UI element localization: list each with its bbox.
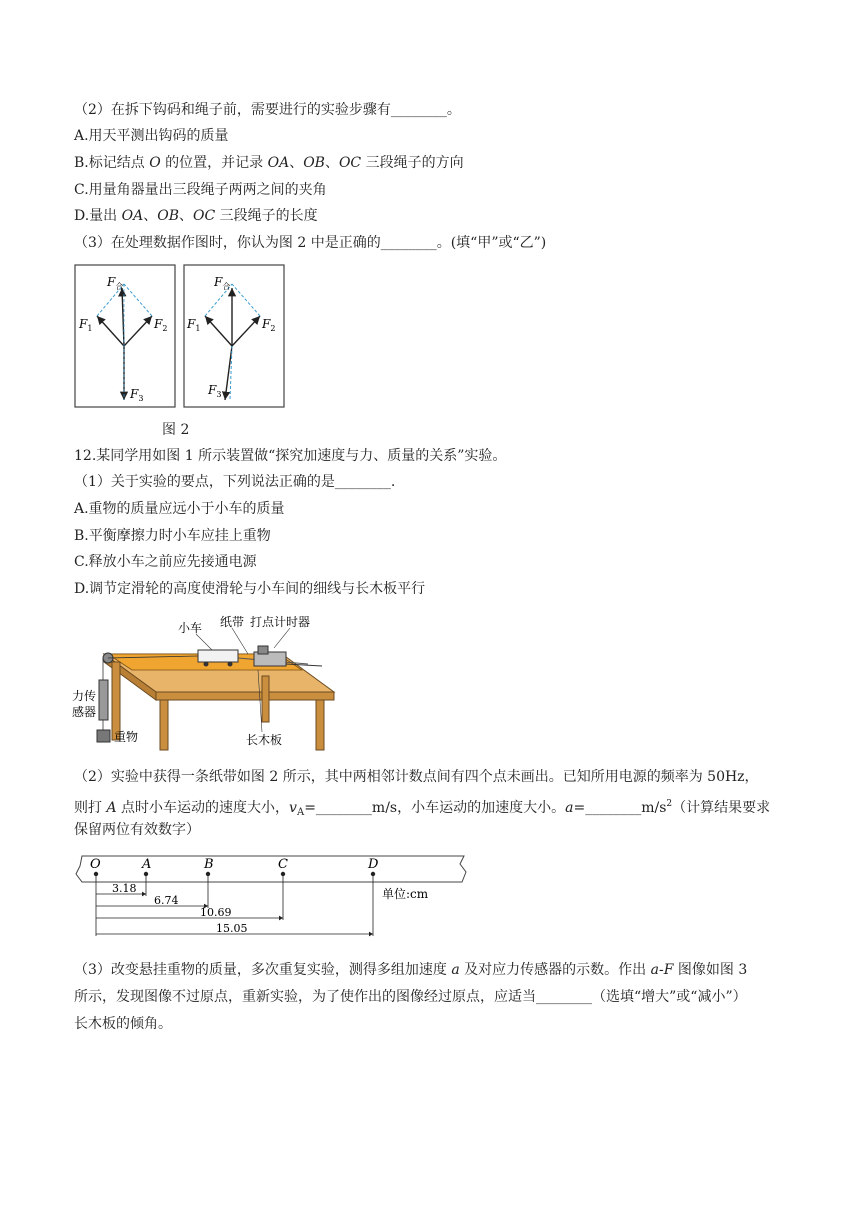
q11-option-c: C.用量角器量出三段绳子两两之间的夹角 [74,182,327,198]
q11-option-b: B.标记结点 O 的位置，并记录 OA、OB、OC 三段绳子的方向 [74,155,464,171]
point-o: O [90,857,101,872]
label-f-he-2: $F_合$ [214,275,231,291]
paper-tape-figure [70,852,470,944]
label-f1-1: $F_1$ [79,317,93,333]
label-cart: 小车 [178,621,203,635]
q12-part3-line1: （3）改变悬挂重物的质量，多次重复实验，测得多组加速度 a 及对应力传感器的示数。作出 a-F 图像如图 3 [74,962,748,978]
label-tape: 纸带 [220,615,245,629]
q12-option-a: A.重物的质量应远小于小车的质量 [74,501,285,517]
unit-label: 单位:cm [382,887,429,901]
force-diagram-figure [74,264,289,410]
q12-option-b: B.平衡摩擦力时小车应挂上重物 [74,528,271,544]
q12-stem: 12.某同学用如图 1 所示装置做“探究加速度与力、质量的关系”实验。 [74,448,507,464]
q12-part2-line3: 保留两位有效数字） [74,822,200,838]
label-f-he-1: $F_合$ [107,275,124,291]
distance-oa: 3.18 [112,882,137,895]
figure-2-caption: 图 2 [162,422,190,438]
distance-oc: 10.69 [200,906,232,919]
label-f2-1: $F_2$ [154,317,168,333]
point-d: D [368,857,379,872]
label-f2-2: $F_2$ [262,317,276,333]
label-f3-1: $F_3$ [130,387,144,403]
q12-part1-stem: （1）关于实验的要点，下列说法正确的是________. [74,474,396,490]
q12-option-c: C.释放小车之前应先接通电源 [74,554,257,570]
distance-ob: 6.74 [154,894,179,907]
apparatus-figure [72,614,337,756]
q11-option-d: D.量出 OA、OB、OC 三段绳子的长度 [74,208,318,224]
q12-part2-line2: 则打 A 点时小车运动的速度大小，$v_A=\_\_\_\_\_\_\_\_m/s$，小车运动的加速度大小。$a=\_\_\_\_\_\_\_\_m/s^2$（计算结果要求 [74,799,771,818]
label-sensor-1: 力传 [72,689,97,703]
q11-part2-stem: （2）在拆下钩码和绳子前，需要进行的实验步骤有________。 [74,102,461,118]
label-sensor-2: 感器 [72,705,97,719]
diagram-panel-1 [75,265,175,407]
q12-part3-line2: 所示，发现图像不过原点，重新实验，为了使作出的图像经过原点，应适当________（选填“增大”或“减小”） [74,989,747,1005]
tape-points [94,872,375,876]
q12-part3-line3: 长木板的倾角。 [74,1016,172,1032]
label-board: 长木板 [246,733,283,747]
q11-option-a: A.用天平测出钩码的质量 [74,128,229,144]
q12-option-d: D.调节定滑轮的高度使滑轮与小车间的细线与长木板平行 [74,581,426,597]
label-weight: 重物 [114,730,139,744]
point-a: A [142,857,152,872]
label-timer: 打点计时器 [250,615,311,629]
point-b: B [204,857,214,872]
label-f1-2: $F_1$ [187,317,201,333]
distance-od: 15.05 [216,922,248,935]
q12-part2-line1: （2）实验中获得一条纸带如图 2 所示，其中两相邻计数点间有四个点未画出。已知所用电源的频率为 50Hz， [74,769,759,785]
point-c: C [278,857,288,872]
q11-part3-stem: （3）在处理数据作图时，你认为图 2 中是正确的________。(填“甲”或“乙”) [74,235,547,251]
label-f3-2: $F_3$ [208,383,222,399]
diagram-panel-2 [184,265,284,407]
